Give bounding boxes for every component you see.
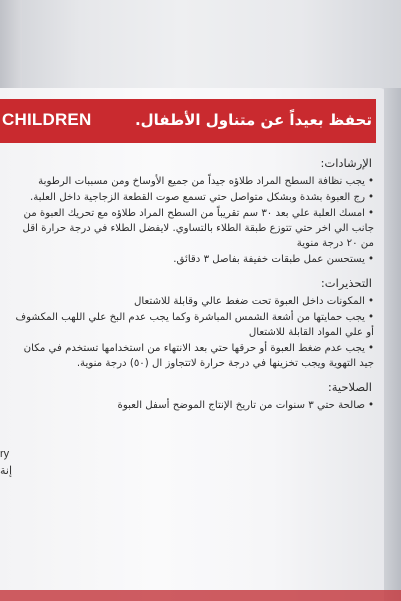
section-heading: الصلاحية: [327,380,372,394]
list-item: •يجب عدم ضغط العبوة أو حرقها حتي بعد الانتهاء من استخدامها تستخدم في مكان جيد التهوية ويجب تخزينها في درجة حرارة لاتتجاوز ال (٥٠) درجة منوية. [23,343,374,369]
list-item: •يجب حمايتها من أشعة الشمس المباشرة وكما يجب عدم البخ علي اللهب المكشوف أو علي المواد القابلة للاشتعال [15,312,374,338]
section-instructions [14,156,374,267]
bullet-icon: • [367,254,374,265]
can-right-shadow [384,88,401,601]
bullet-icon: • [367,176,374,187]
list-item: •رج العبوة بشدة وبشكل متواصل حتي تسمع صوت القطعة الزجاجية داخل العلبة. [29,192,374,203]
list-item: •امسك العلبة علي بعد ٣٠ سم تقريباً من السطح المراد طلاؤه مع تحريك العبوة من جانب الي اخر حتي تتوزع طبقة الطلاء بالتساوي. لايفضل الطلاء في درجة حرارة اقل من ٢٠ درجة منوية [22,208,374,249]
left-fragment-2: إنة [0,465,13,477]
left-fragment-1: ry [0,448,10,460]
list-item: •يستحسن عمل طبقات خفيفة بفاصل ٣ دقائق. [173,254,374,265]
section-heading: الإرشادات: [320,156,372,170]
list-item: •صالحة حتي ٣ سنوات من تاريخ الإنتاج الموضح أسفل العبوة [117,400,374,411]
list-item: •المكونات داخل العبوة تحت ضغط عالي وقابلة للاشتعال [133,296,374,307]
section-validity [14,380,374,413]
list-item: •يجب نظافة السطح المراد طلاؤه جيداً من جميع الأوساخ ومن مسببات الرطوبة [38,176,374,187]
bottom-red-stripe [0,590,401,601]
label-text [14,148,374,414]
bullet-icon: • [367,208,374,219]
bullet-icon: • [367,400,374,411]
section-warnings [14,276,374,371]
bullet-icon: • [367,312,374,323]
warning-band-english: CHILDREN [2,110,92,129]
section-heading: التحذيرات: [320,276,372,290]
bullet-icon: • [367,192,374,203]
warning-band-arabic: تحفظ بعيداً عن متناول الأطفال. [134,111,372,129]
bullet-icon: • [367,296,374,307]
bullet-icon: • [367,343,374,354]
